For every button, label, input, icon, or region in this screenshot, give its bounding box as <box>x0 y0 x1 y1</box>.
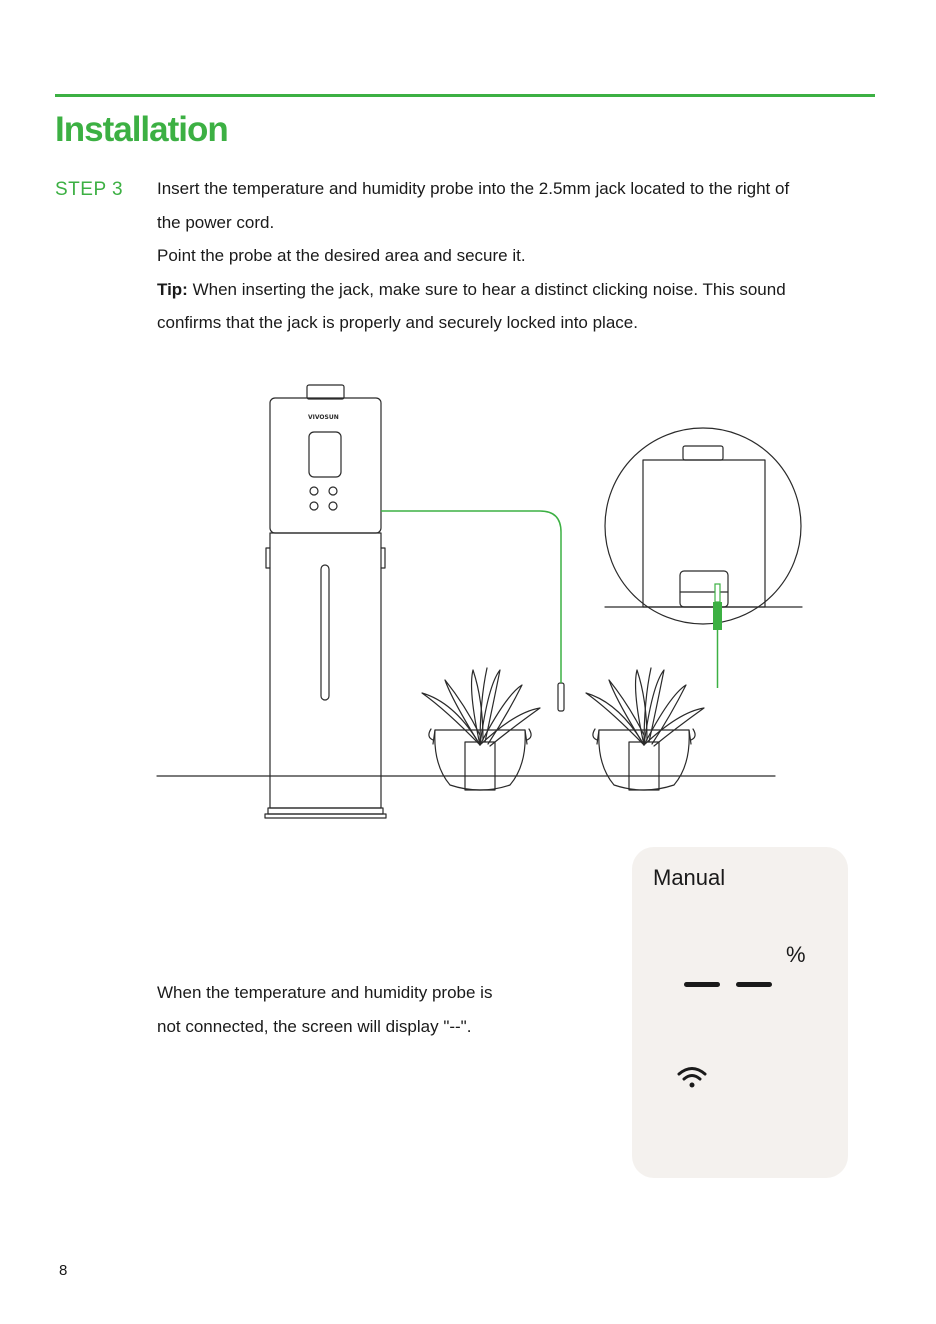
wifi-icon <box>676 1065 708 1091</box>
tip-label: Tip: <box>157 279 188 299</box>
tip-paragraph <box>157 273 877 307</box>
installation-illustration <box>150 370 840 830</box>
page-number: 8 <box>59 1262 68 1279</box>
note-line: When the temperature and humidity probe is <box>157 983 493 1002</box>
note-line: not connected, the screen will display "--". <box>157 1016 472 1036</box>
water-window <box>321 565 329 700</box>
jack-detail-zoom <box>605 428 802 624</box>
page-title: Installation <box>55 110 228 149</box>
plant-pot-left <box>422 668 540 790</box>
humidity-placeholder-dash <box>736 982 772 987</box>
step-instructions <box>157 172 877 340</box>
mode-label: Manual <box>653 865 726 890</box>
header-rule <box>55 94 875 97</box>
step-label: STEP 3 <box>55 179 124 200</box>
mode-button-icon <box>310 502 318 510</box>
display-screen-panel <box>632 847 848 1178</box>
jack-plug-tip <box>715 584 720 602</box>
up-button-icon <box>329 487 337 495</box>
tip-text: When inserting the jack, make sure to hear a distinct clicking noise. This sound <box>187 279 786 299</box>
jack-plug <box>713 602 722 630</box>
humidity-placeholder-dash <box>684 982 720 987</box>
probe-cable <box>381 511 561 683</box>
probe-note <box>157 976 577 1043</box>
tip-text-continued: confirms that the jack is properly and securely locked into place. <box>157 313 638 332</box>
plant-pot-right <box>586 668 704 790</box>
power-button-icon <box>310 487 318 495</box>
humidifier-unit <box>265 385 386 818</box>
device-brand-logo: VIVOSUN <box>308 414 339 421</box>
down-button-icon <box>329 502 337 510</box>
humidity-unit: % <box>786 942 806 967</box>
device-screen <box>309 432 341 477</box>
step-line: Insert the temperature and humidity probe into the 2.5mm jack located to the right of <box>157 179 790 198</box>
jack-port <box>680 571 728 607</box>
step-line: the power cord. <box>157 212 275 232</box>
step-line: Point the probe at the desired area and secure it. <box>157 246 526 265</box>
probe-tip <box>558 683 564 711</box>
